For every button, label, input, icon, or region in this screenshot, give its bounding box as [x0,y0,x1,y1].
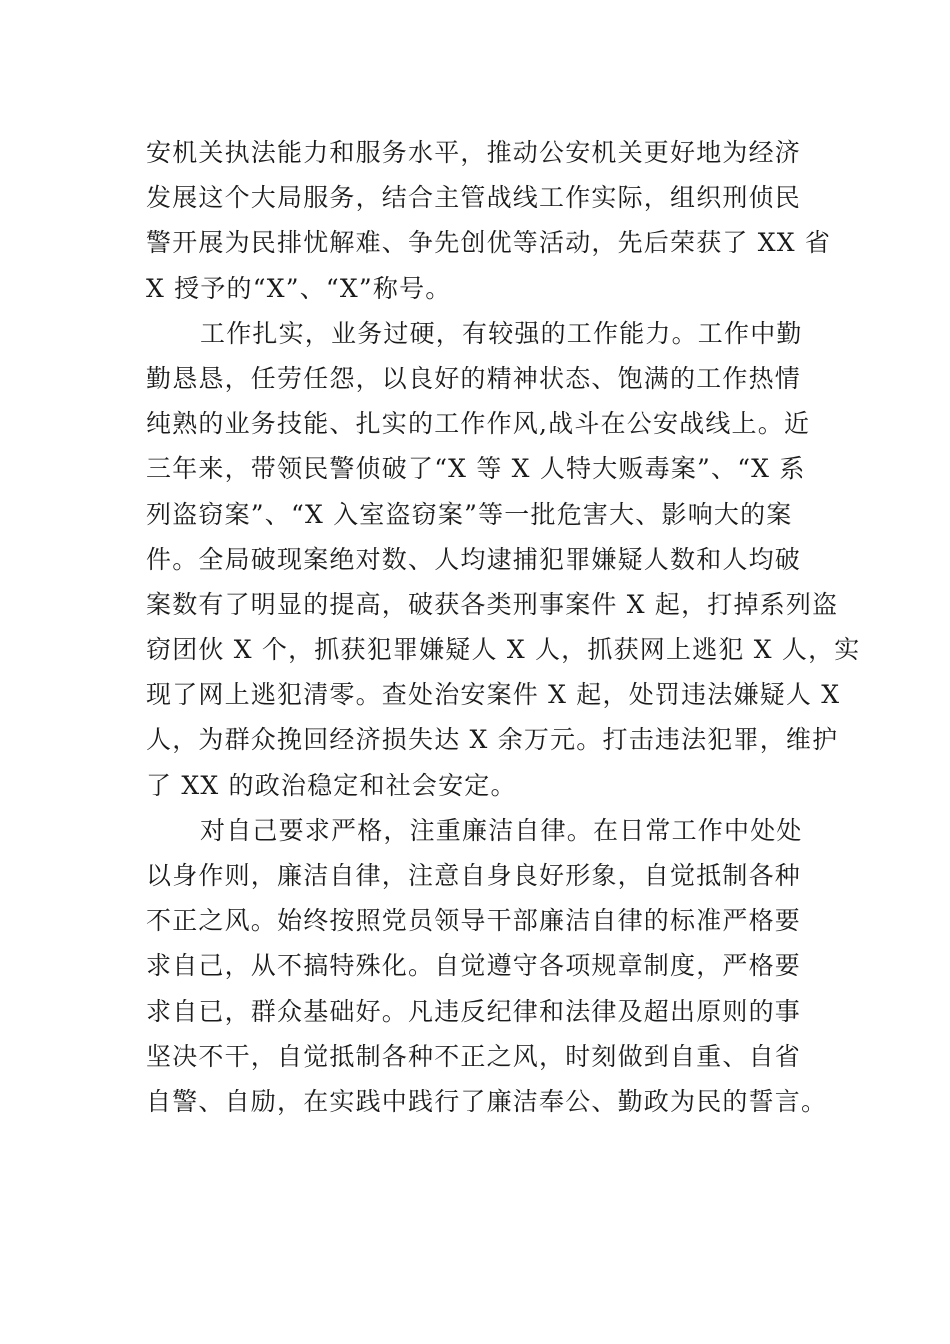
text-line: 了 XX 的政治稳定和社会安定。 [146,770,517,800]
text-line: 勤恳恳，任劳任怨，以良好的精神状态、饱满的工作热情 [146,363,802,393]
text-line: 现了网上逃犯清零。查处治安案件 X 起，处罚违法嫌疑人 X [146,680,841,710]
text-line: 以身作则，廉洁自律，注意自身良好形象，自觉抵制各种 [146,861,802,890]
text-line: 件。全局破现案绝对数、人均逮捕犯罪嫌疑人数和人均破 [146,544,802,574]
paragraph-2 [146,311,861,808]
text-line: 安机关执法能力和服务水平，推动公安机关更好地为经济 [146,138,802,167]
paragraph-3 [146,808,828,1124]
text-line: 对自己要求严格，注重廉洁自律。在日常工作中处处 [200,815,803,845]
text-line: 警开展为民排忧解难、争先创优等活动，先后荣获了 XX 省 [146,228,832,258]
text-line: 发展这个大局服务，结合主管战线工作实际，组织刑侦民 [146,183,802,213]
text-line: 人，为群众挽回经济损失达 X 余万元。打击违法犯罪，维护 [146,725,839,755]
text-line: 坚决不干，自觉抵制各种不正之风，时刻做到自重、自省 [146,1041,802,1071]
text-line: 自警、自励，在实践中践行了廉洁奉公、勤政为民的誓言。 [146,1086,828,1116]
text-line: 不正之风。始终按照党员领导干部廉洁自律的标准严格要 [146,906,802,936]
text-line: 工作扎实，业务过硬，有较强的工作能力。工作中勤 [200,318,803,348]
text-line: 纯熟的业务技能、扎实的工作作风,战斗在公安战线上。近 [146,409,811,439]
paragraph-1 [146,130,832,311]
text-line: 案数有了明显的提高，破获各类刑事案件 X 起，打掉系列盗 [146,589,839,619]
text-line: 求自已，群众基础好。凡违反纪律和法律及超出原则的事 [146,996,802,1026]
text-line: X 授予的“X”、“X”称号。 [146,273,452,303]
text-line: 求自己，从不搞特殊化。自觉遵守各项规章制度，严格要 [146,951,802,981]
text-line: 窃团伙 X 个，抓获犯罪嫌疑人 X 人，抓获网上逃犯 X 人，实 [146,635,861,665]
document-body [146,130,861,1124]
text-line: 列盗窃案”、“X 入室盗窃案”等一批危害大、影响大的案 [146,499,793,529]
text-line: 三年来，带领民警侦破了“X 等 X 人特大贩毒案”、“X 系 [146,454,806,484]
